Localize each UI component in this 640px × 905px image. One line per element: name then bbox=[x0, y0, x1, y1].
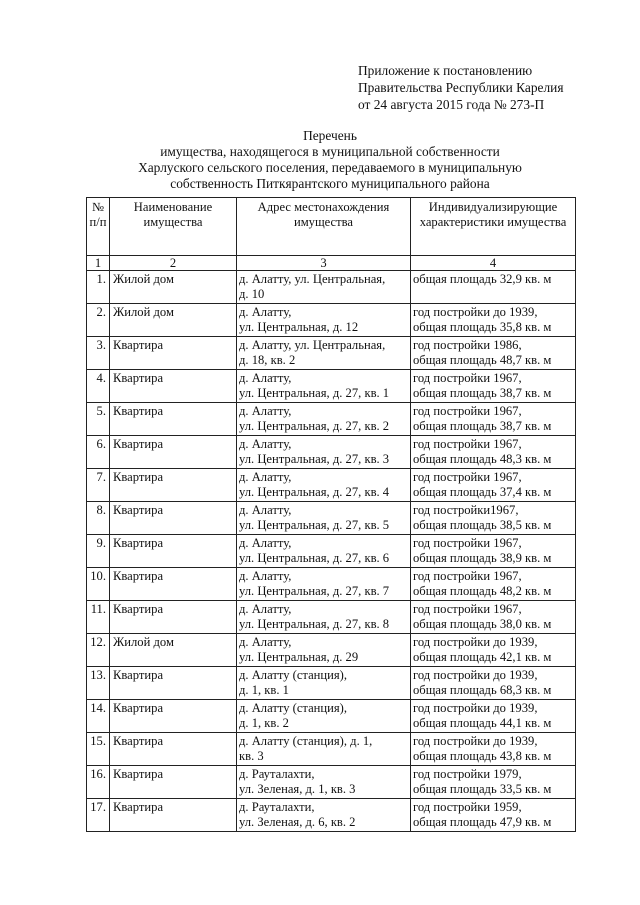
address-line: д. Алатту, bbox=[239, 437, 292, 451]
address-line: д. Алатту, bbox=[239, 470, 292, 484]
header-line: Индивидуализирующие bbox=[428, 200, 558, 214]
address-line: д. Алатту, bbox=[239, 404, 292, 418]
characteristics-line: общая площадь 37,4 кв. м bbox=[413, 485, 552, 499]
appendix-note bbox=[358, 62, 563, 113]
characteristics-line: год постройки 1967, bbox=[413, 404, 522, 418]
property-type: Квартира bbox=[110, 667, 237, 700]
characteristics-line: год постройки до 1939, bbox=[413, 635, 538, 649]
table-row bbox=[87, 766, 576, 799]
property-characteristics bbox=[411, 403, 576, 436]
address-line: ул. Зеленая, д. 6, кв. 2 bbox=[239, 815, 356, 829]
property-characteristics bbox=[411, 601, 576, 634]
row-number: 4. bbox=[87, 370, 110, 403]
characteristics-line: год постройки 1967, bbox=[413, 536, 522, 550]
header-line: имущества bbox=[143, 215, 203, 229]
title-line: имущества, находящегося в муниципальной собственности bbox=[160, 144, 500, 159]
table-row bbox=[87, 799, 576, 832]
property-address bbox=[237, 667, 411, 700]
property-address bbox=[237, 436, 411, 469]
characteristics-line: год постройки 1986, bbox=[413, 338, 522, 352]
row-number: 11. bbox=[87, 601, 110, 634]
characteristics-line: год постройки до 1939, bbox=[413, 701, 538, 715]
characteristics-line: общая площадь 42,1 кв. м bbox=[413, 650, 552, 664]
property-address bbox=[237, 634, 411, 667]
address-line: кв. 3 bbox=[239, 749, 264, 763]
address-line: ул. Центральная, д. 27, кв. 3 bbox=[239, 452, 390, 466]
header-line: Наименование bbox=[133, 200, 213, 214]
characteristics-line: общая площадь 47,9 кв. м bbox=[413, 815, 552, 829]
property-type: Квартира bbox=[110, 601, 237, 634]
property-type: Квартира bbox=[110, 403, 237, 436]
header-number bbox=[87, 198, 110, 256]
table-row bbox=[87, 601, 576, 634]
characteristics-line: общая площадь 48,2 кв. м bbox=[413, 584, 552, 598]
property-characteristics bbox=[411, 799, 576, 832]
table-row bbox=[87, 568, 576, 601]
property-address bbox=[237, 601, 411, 634]
address-line: ул. Центральная, д. 12 bbox=[239, 320, 359, 334]
address-line: д. Алатту, bbox=[239, 536, 292, 550]
characteristics-line: год постройки 1967, bbox=[413, 437, 522, 451]
table-row bbox=[87, 502, 576, 535]
address-line: д. Алатту, bbox=[239, 371, 292, 385]
characteristics-line: общая площадь 32,9 кв. м bbox=[413, 272, 552, 286]
header-line: имущества bbox=[293, 215, 354, 229]
title-line: собственность Питкярантского муниципального района bbox=[170, 176, 490, 191]
address-line: д. Алатту, bbox=[239, 602, 292, 616]
property-type: Квартира bbox=[110, 733, 237, 766]
header-line: п/п bbox=[89, 215, 107, 229]
characteristics-line: год постройки до 1939, bbox=[413, 668, 538, 682]
characteristics-line: общая площадь 48,3 кв. м bbox=[413, 452, 552, 466]
characteristics-line: общая площадь 68,3 кв. м bbox=[413, 683, 552, 697]
property-characteristics bbox=[411, 766, 576, 799]
header-name bbox=[110, 198, 237, 256]
row-number: 13. bbox=[87, 667, 110, 700]
address-line: д. Алатту, bbox=[239, 503, 292, 517]
table-row bbox=[87, 436, 576, 469]
property-characteristics bbox=[411, 304, 576, 337]
table-row bbox=[87, 634, 576, 667]
characteristics-line: год постройки 1967, bbox=[413, 371, 522, 385]
header-line: Адрес местонахождения bbox=[257, 200, 390, 214]
property-address bbox=[237, 502, 411, 535]
address-line: д. Алатту (станция), д. 1, bbox=[239, 734, 373, 748]
property-address bbox=[237, 799, 411, 832]
characteristics-line: год постройки1967, bbox=[413, 503, 519, 517]
row-number: 15. bbox=[87, 733, 110, 766]
address-line: ул. Центральная, д. 27, кв. 8 bbox=[239, 617, 390, 631]
column-number: 1 bbox=[87, 256, 110, 271]
property-characteristics bbox=[411, 667, 576, 700]
appendix-line: Приложение к постановлению bbox=[358, 63, 533, 78]
characteristics-line: год постройки 1959, bbox=[413, 800, 522, 814]
characteristics-line: общая площадь 38,7 кв. м bbox=[413, 386, 552, 400]
property-characteristics bbox=[411, 568, 576, 601]
property-type: Квартира bbox=[110, 766, 237, 799]
address-line: д. Рауталахти, bbox=[239, 800, 315, 814]
characteristics-line: общая площадь 44,1 кв. м bbox=[413, 716, 552, 730]
property-type: Жилой дом bbox=[110, 634, 237, 667]
property-characteristics bbox=[411, 535, 576, 568]
title-line: Перечень bbox=[303, 128, 357, 143]
row-number: 17. bbox=[87, 799, 110, 832]
row-number: 2. bbox=[87, 304, 110, 337]
address-line: д. Алатту, ул. Центральная, bbox=[239, 272, 386, 286]
address-line: д. 1, кв. 1 bbox=[239, 683, 289, 697]
table-row bbox=[87, 733, 576, 766]
address-line: д. Рауталахти, bbox=[239, 767, 315, 781]
property-characteristics bbox=[411, 733, 576, 766]
address-line: ул. Зеленая, д. 1, кв. 3 bbox=[239, 782, 356, 796]
address-line: д. Алатту, bbox=[239, 305, 292, 319]
characteristics-line: год постройки до 1939, bbox=[413, 734, 538, 748]
address-line: д. 1, кв. 2 bbox=[239, 716, 289, 730]
header-line: характеристики имущества bbox=[419, 215, 567, 229]
characteristics-line: общая площадь 33,5 кв. м bbox=[413, 782, 552, 796]
address-line: д. 10 bbox=[239, 287, 265, 301]
address-line: д. Алатту (станция), bbox=[239, 668, 348, 682]
property-address bbox=[237, 271, 411, 304]
property-characteristics bbox=[411, 469, 576, 502]
property-characteristics bbox=[411, 271, 576, 304]
characteristics-line: год постройки 1967, bbox=[413, 602, 522, 616]
header-characteristics bbox=[411, 198, 576, 256]
characteristics-line: общая площадь 38,7 кв. м bbox=[413, 419, 552, 433]
table-row bbox=[87, 535, 576, 568]
characteristics-line: общая площадь 48,7 кв. м bbox=[413, 353, 552, 367]
row-number: 8. bbox=[87, 502, 110, 535]
table-row bbox=[87, 700, 576, 733]
property-characteristics bbox=[411, 436, 576, 469]
row-number: 5. bbox=[87, 403, 110, 436]
table-row bbox=[87, 667, 576, 700]
row-number: 12. bbox=[87, 634, 110, 667]
address-line: д. Алатту, bbox=[239, 569, 292, 583]
row-number: 3. bbox=[87, 337, 110, 370]
property-characteristics bbox=[411, 502, 576, 535]
header-line: № bbox=[91, 200, 105, 214]
appendix-line: от 24 августа 2015 года № 273-П bbox=[358, 97, 545, 112]
property-address bbox=[237, 733, 411, 766]
property-address bbox=[237, 568, 411, 601]
characteristics-line: общая площадь 38,5 кв. м bbox=[413, 518, 552, 532]
property-address bbox=[237, 766, 411, 799]
row-number: 14. bbox=[87, 700, 110, 733]
row-number: 6. bbox=[87, 436, 110, 469]
characteristics-line: общая площадь 35,8 кв. м bbox=[413, 320, 552, 334]
property-address bbox=[237, 469, 411, 502]
row-number: 16. bbox=[87, 766, 110, 799]
table-row bbox=[87, 370, 576, 403]
property-address bbox=[237, 700, 411, 733]
row-number: 10. bbox=[87, 568, 110, 601]
row-number: 7. bbox=[87, 469, 110, 502]
property-type: Жилой дом bbox=[110, 304, 237, 337]
property-type: Квартира bbox=[110, 370, 237, 403]
table-row bbox=[87, 271, 576, 304]
property-type: Квартира bbox=[110, 436, 237, 469]
property-type: Квартира bbox=[110, 535, 237, 568]
table-row bbox=[87, 403, 576, 436]
address-line: д. 18, кв. 2 bbox=[239, 353, 296, 367]
property-type: Квартира bbox=[110, 568, 237, 601]
characteristics-line: общая площадь 38,0 кв. м bbox=[413, 617, 552, 631]
table-row bbox=[87, 337, 576, 370]
address-line: д. Алатту (станция), bbox=[239, 701, 348, 715]
address-line: д. Алатту, ул. Центральная, bbox=[239, 338, 386, 352]
characteristics-line: год постройки до 1939, bbox=[413, 305, 538, 319]
address-line: ул. Центральная, д. 27, кв. 5 bbox=[239, 518, 390, 532]
property-type: Квартира bbox=[110, 502, 237, 535]
address-line: ул. Центральная, д. 27, кв. 6 bbox=[239, 551, 390, 565]
address-line: ул. Центральная, д. 27, кв. 7 bbox=[239, 584, 390, 598]
property-address bbox=[237, 304, 411, 337]
title-line: Харлуского сельского поселения, передаваемого в муниципальную bbox=[138, 160, 522, 175]
property-characteristics bbox=[411, 370, 576, 403]
property-address bbox=[237, 370, 411, 403]
table-row bbox=[87, 304, 576, 337]
appendix-line: Правительства Республики Карелия bbox=[358, 80, 564, 95]
property-address bbox=[237, 403, 411, 436]
property-characteristics bbox=[411, 634, 576, 667]
characteristics-line: год постройки 1967, bbox=[413, 470, 522, 484]
property-type: Квартира bbox=[110, 700, 237, 733]
characteristics-line: общая площадь 43,8 кв. м bbox=[413, 749, 552, 763]
address-line: ул. Центральная, д. 29 bbox=[239, 650, 359, 664]
column-number: 4 bbox=[411, 256, 576, 271]
header-row bbox=[87, 198, 576, 256]
column-number: 2 bbox=[110, 256, 237, 271]
characteristics-line: год постройки 1967, bbox=[413, 569, 522, 583]
table-row bbox=[87, 469, 576, 502]
address-line: д. Алатту, bbox=[239, 635, 292, 649]
header-address bbox=[237, 198, 411, 256]
column-number-row bbox=[87, 256, 576, 271]
address-line: ул. Центральная, д. 27, кв. 1 bbox=[239, 386, 390, 400]
property-characteristics bbox=[411, 337, 576, 370]
characteristics-line: общая площадь 38,9 кв. м bbox=[413, 551, 552, 565]
property-address bbox=[237, 337, 411, 370]
address-line: ул. Центральная, д. 27, кв. 2 bbox=[239, 419, 390, 433]
characteristics-line: год постройки 1979, bbox=[413, 767, 522, 781]
address-line: ул. Центральная, д. 27, кв. 4 bbox=[239, 485, 390, 499]
column-number: 3 bbox=[237, 256, 411, 271]
property-characteristics bbox=[411, 700, 576, 733]
property-type: Жилой дом bbox=[110, 271, 237, 304]
property-table bbox=[86, 197, 576, 832]
document-title bbox=[86, 128, 574, 192]
row-number: 9. bbox=[87, 535, 110, 568]
property-type: Квартира bbox=[110, 337, 237, 370]
property-type: Квартира bbox=[110, 799, 237, 832]
property-address bbox=[237, 535, 411, 568]
property-type: Квартира bbox=[110, 469, 237, 502]
row-number: 1. bbox=[87, 271, 110, 304]
